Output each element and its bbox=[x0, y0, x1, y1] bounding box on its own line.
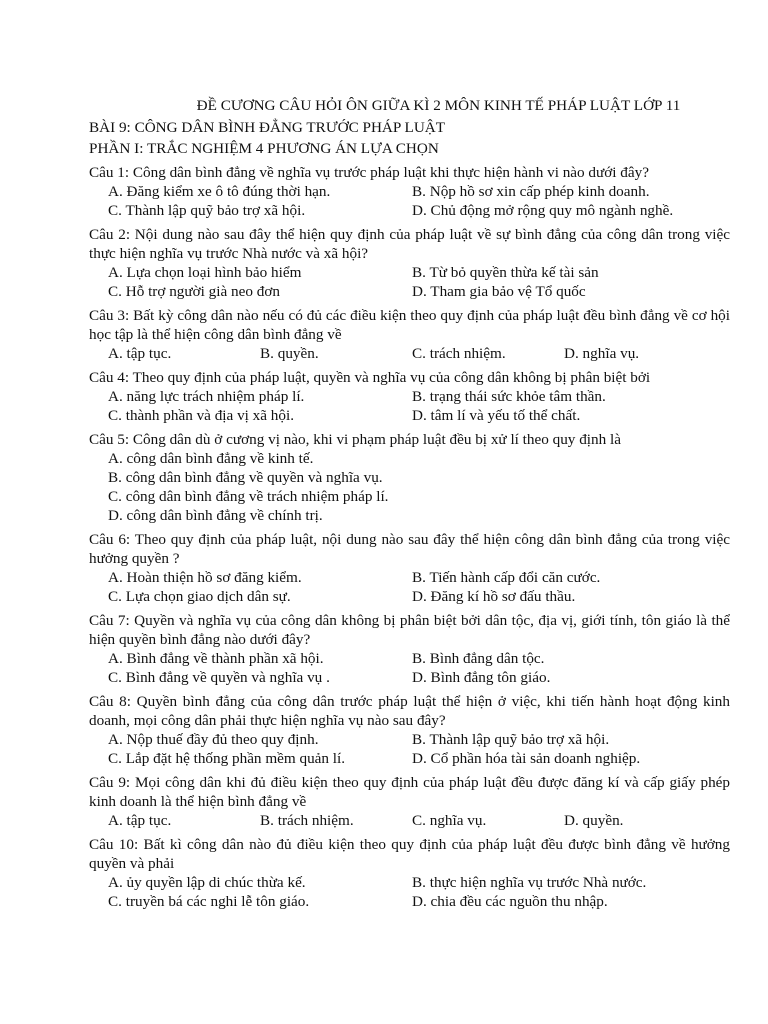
option-d: D. tâm lí và yếu tố thể chất. bbox=[412, 407, 581, 424]
option-b: B. Nộp hồ sơ xin cấp phép kinh doanh. bbox=[412, 183, 650, 200]
option-d: D. công dân bình đẳng về chính trị. bbox=[108, 507, 323, 524]
option-c: C. Lắp đặt hệ thống phần mềm quản lí. bbox=[108, 750, 346, 767]
question-stem: Câu 8: Quyền bình đẳng của công dân trước pháp luật thể hiện ở việc, khi tiến hành hoạt động kinh doanh, mọi công dân phải thực hiện nghĩa vụ nào sau đây? bbox=[89, 693, 730, 729]
part-heading: PHẦN I: TRẮC NGHIỆM 4 PHƯƠNG ÁN LỰA CHỌN bbox=[89, 140, 439, 157]
option-a: A. Nộp thuế đầy đủ theo quy định. bbox=[108, 731, 319, 748]
question-stem: Câu 6: Theo quy định của pháp luật, nội dung nào sau đây thể hiện công dân bình đẳng của trong việc hưởng quyền ? bbox=[89, 531, 730, 567]
document-title: ĐỀ CƯƠNG CÂU HỎI ÔN GIỮA KÌ 2 MÔN KINH TẾ PHÁP LUẬT LỚP 11 bbox=[196, 97, 681, 114]
question-stem: Câu 5: Công dân dù ở cương vị nào, khi vi phạm pháp luật đều bị xử lí theo quy định là bbox=[89, 431, 621, 448]
option-b: B. trạng thái sức khỏe tâm thần. bbox=[412, 388, 606, 405]
option-c: C. Hỗ trợ người già neo đơn bbox=[108, 283, 280, 300]
question-stem: Câu 4: Theo quy định của pháp luật, quyền và nghĩa vụ của công dân không bị phân biệt bởi bbox=[89, 369, 651, 386]
option-c: C. Lựa chọn giao dịch dân sự. bbox=[108, 588, 291, 605]
option-c: C. trách nhiệm. bbox=[412, 345, 506, 362]
question-10 bbox=[89, 835, 730, 911]
option-d: D. chia đều các nguồn thu nhập. bbox=[412, 893, 608, 910]
question-stem: Câu 3: Bất kỳ công dân nào nếu có đủ các điều kiện theo quy định của pháp luật đều bình đẳng về cơ hội học tập là thể hiện công dân bình đẳng về bbox=[89, 307, 730, 343]
option-b: B. quyền. bbox=[260, 345, 319, 362]
document-body bbox=[89, 96, 730, 911]
option-a: A. Bình đẳng về thành phần xã hội. bbox=[108, 650, 324, 667]
question-2 bbox=[89, 225, 730, 301]
question-8 bbox=[89, 692, 730, 768]
question-9 bbox=[89, 773, 730, 830]
question-3 bbox=[89, 306, 730, 363]
option-d: D. Chủ động mở rộng quy mô ngành nghề. bbox=[412, 202, 674, 219]
option-b: B. Thành lập quỹ bảo trợ xã hội. bbox=[412, 731, 610, 748]
question-stem: Câu 1: Công dân bình đẳng về nghĩa vụ trước pháp luật khi thực hiện hành vi nào dưới đây? bbox=[89, 164, 649, 181]
option-c: C. công dân bình đẳng về trách nhiệm pháp lí. bbox=[108, 488, 389, 505]
question-6 bbox=[89, 530, 730, 606]
question-4 bbox=[89, 368, 730, 425]
option-b: B. công dân bình đẳng về quyền và nghĩa vụ. bbox=[108, 469, 383, 486]
option-c: C. Bình đẳng về quyền và nghĩa vụ . bbox=[108, 669, 330, 686]
lesson-heading: BÀI 9: CÔNG DÂN BÌNH ĐẲNG TRƯỚC PHÁP LUẬT bbox=[89, 119, 446, 136]
question-stem: Câu 9: Mọi công dân khi đủ điều kiện theo quy định của pháp luật đều được đăng kí và cấp giấy phép kinh doanh là thể hiện bình đẳng về bbox=[89, 774, 730, 810]
question-stem: Câu 2: Nội dung nào sau đây thể hiện quy định của pháp luật về sự bình đẳng của công dân trong việc thực hiện nghĩa vụ trước Nhà nước và xã hội? bbox=[89, 226, 730, 262]
question-1 bbox=[89, 163, 730, 220]
option-b: B. thực hiện nghĩa vụ trước Nhà nước. bbox=[412, 874, 647, 891]
option-d: D. nghĩa vụ. bbox=[564, 345, 640, 362]
option-c: C. truyền bá các nghi lễ tôn giáo. bbox=[108, 893, 310, 910]
question-stem: Câu 7: Quyền và nghĩa vụ của công dân không bị phân biệt bởi dân tộc, địa vị, giới tính, tôn giáo là thể hiện quyền bình đẳng nào dưới đây? bbox=[89, 612, 730, 648]
option-a: A. tập tục. bbox=[108, 345, 172, 362]
option-d: D. quyền. bbox=[564, 812, 624, 829]
option-d: D. Bình đẳng tôn giáo. bbox=[412, 669, 551, 686]
option-a: A. Đăng kiểm xe ô tô đúng thời hạn. bbox=[108, 183, 331, 200]
option-c: C. nghĩa vụ. bbox=[412, 812, 487, 829]
option-d: D. Tham gia bảo vệ Tổ quốc bbox=[412, 283, 586, 300]
question-5 bbox=[89, 430, 730, 525]
question-7 bbox=[89, 611, 730, 687]
option-a: A. Lựa chọn loại hình bảo hiểm bbox=[108, 264, 302, 281]
option-a: A. Hoàn thiện hồ sơ đăng kiểm. bbox=[108, 569, 302, 586]
option-b: B. trách nhiệm. bbox=[260, 812, 354, 829]
option-d: D. Cổ phần hóa tài sản doanh nghiệp. bbox=[412, 750, 641, 767]
option-b: B. Từ bỏ quyền thừa kế tài sản bbox=[412, 264, 599, 281]
option-a: A. công dân bình đẳng về kinh tế. bbox=[108, 450, 314, 467]
option-c: C. Thành lập quỹ bảo trợ xã hội. bbox=[108, 202, 306, 219]
option-d: D. Đăng kí hồ sơ đấu thầu. bbox=[412, 588, 576, 605]
option-a: A. năng lực trách nhiệm pháp lí. bbox=[108, 388, 305, 405]
option-a: A. ủy quyền lập di chúc thừa kế. bbox=[108, 874, 306, 891]
option-b: B. Bình đẳng dân tộc. bbox=[412, 650, 545, 667]
option-a: A. tập tục. bbox=[108, 812, 172, 829]
question-stem: Câu 10: Bất kì công dân nào đủ điều kiện theo quy định của pháp luật đều được bình đẳng về hưởng quyền và phải bbox=[89, 836, 730, 872]
option-c: C. thành phần và địa vị xã hội. bbox=[108, 407, 295, 424]
option-b: B. Tiến hành cấp đổi căn cước. bbox=[412, 569, 601, 586]
